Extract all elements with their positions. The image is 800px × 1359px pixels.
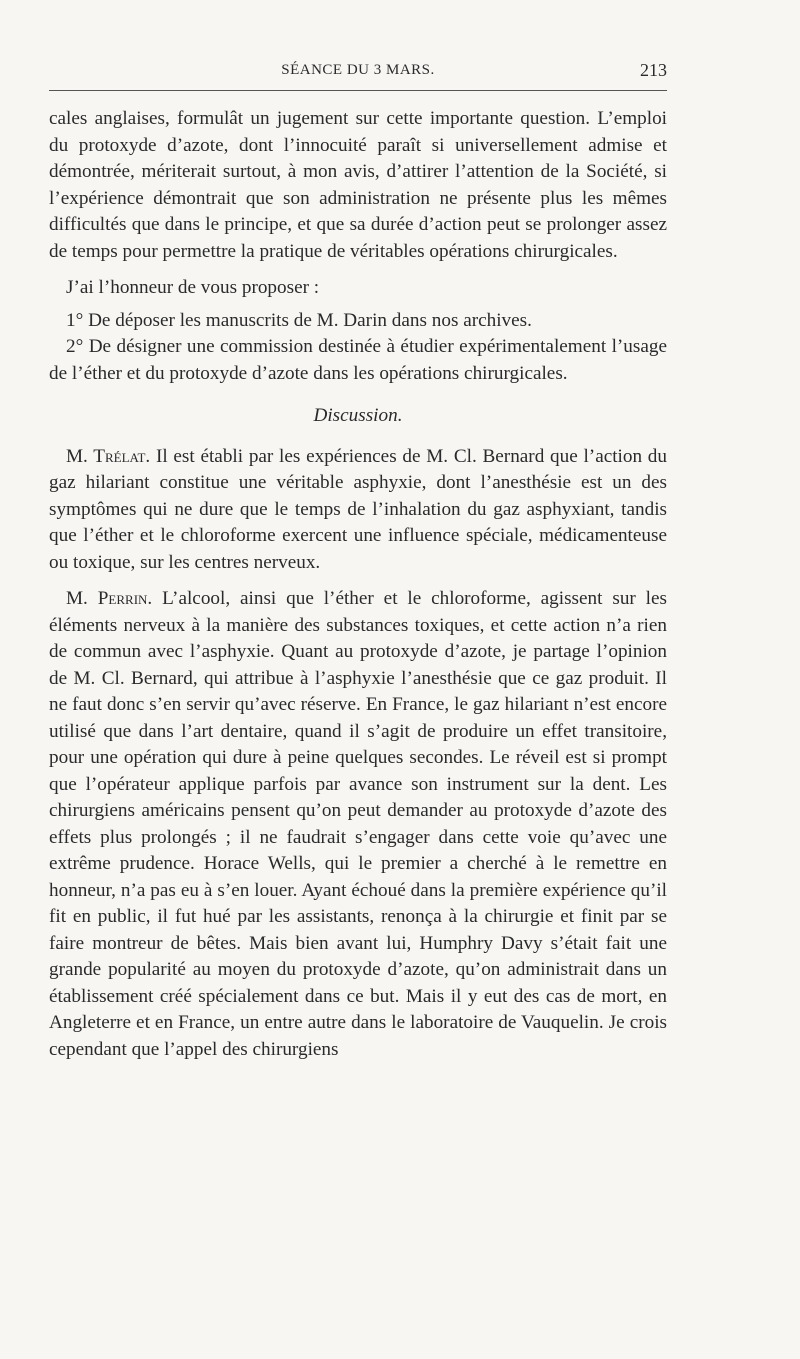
paragraph-proposal-2: 2° De désigner une commission destinée à étudier expérimentalement l’usage de l’éther et du protoxyde d’azote dans les opérations chirurgicales.	[49, 336, 667, 384]
running-title: SÉANCE DU 3 MARS.	[281, 62, 435, 78]
paragraph-text: Il est établi par les expériences de M. Cl. Bernard que l’action du gaz hilariant constitue une véritable asphyxie, dont l’anesthésie est un des symptômes qui ne dure que le temps de l’inhalation du gaz asphyxiant, tandis que l’éther et le chloroforme exercent une influence spéciale, médicamenteuse ou toxique, sur les centres nerveux.	[49, 445, 667, 573]
paragraph-proposal-intro: J’ai l’honneur de vous proposer :	[66, 277, 320, 298]
paragraph-continuation: cales anglaises, formulât un jugement sur cette importante question. L’emploi du protoxyde d’azote, dont l’innocuité paraît si universellement admise et démontrée, mériterait surtout, à mon avis, d’attirer l’attention de la Société, si l’expérience démontrait que son administration ne présente plus les mêmes difficultés que dans le principe, et que sa durée d’action peut se prolonger assez de temps pour permettre la pratique de véritables opérations chirurgicales.	[49, 108, 667, 262]
book-page	[49, 56, 667, 1063]
paragraph-text: L’alcool, ainsi que l’éther et le chloroforme, agissent sur les éléments nerveux à la manière des substances toxiques, et cette action n’a rien de commun avec l’asphyxie. Quant au protoxyde d’azote, je partage l’opinion de M. Cl. Bernard, qui attribue à l’asphyxie l’anesthésie que ce gaz produit. Il ne faut donc s’en servir qu’avec réserve. En France, le gaz hilariant n’est encore utilisé que dans l’art dentaire, quand il s’agit de produire un effet transitoire, pour une opération qui dure à peine quelques secondes. Le réveil est si prompt que l’opérateur applique parfois par avance son instrument sur la dent. Les chirurgiens américains pensent qu’on peut demander au protoxyde d’azote des effets plus prolongés ; il ne faudrait s’engager dans cette voie qu’avec une extrême prudence. Horace Wells, qui le premier a cherché à le remettre en honneur, n’a pas eu à s’en louer. Ayant échoué dans la première expérience qu’il fit en public, il fut hué par les assistants, renonça à la chirurgie et finit par se faire montreur de bêtes. Mais bien avant lui, Humphry Davy s’était fait une grande popularité au moyen du protoxyde d’azote, qu’on administrait dans un établissement créé spécialement dans ce but. Mais il y eut des cas de mort, en Angleterre et en France, un entre autre dans le laboratoire de Vauquelin. Je crois cependant que l’appel des chirurgiens	[49, 588, 667, 1060]
page-number: 213	[640, 60, 667, 80]
speaker-name: M. Perrin.	[66, 588, 153, 609]
paragraph-trelat	[49, 444, 667, 577]
speaker-name: M. Trélat.	[66, 445, 151, 467]
page-body	[49, 106, 667, 1063]
paragraph-proposal-1: 1° De déposer les manuscrits de M. Darin dans nos archives.	[66, 309, 532, 331]
section-heading-discussion: Discussion.	[313, 405, 403, 426]
paragraph-perrin	[49, 586, 667, 1063]
running-header	[49, 56, 667, 91]
